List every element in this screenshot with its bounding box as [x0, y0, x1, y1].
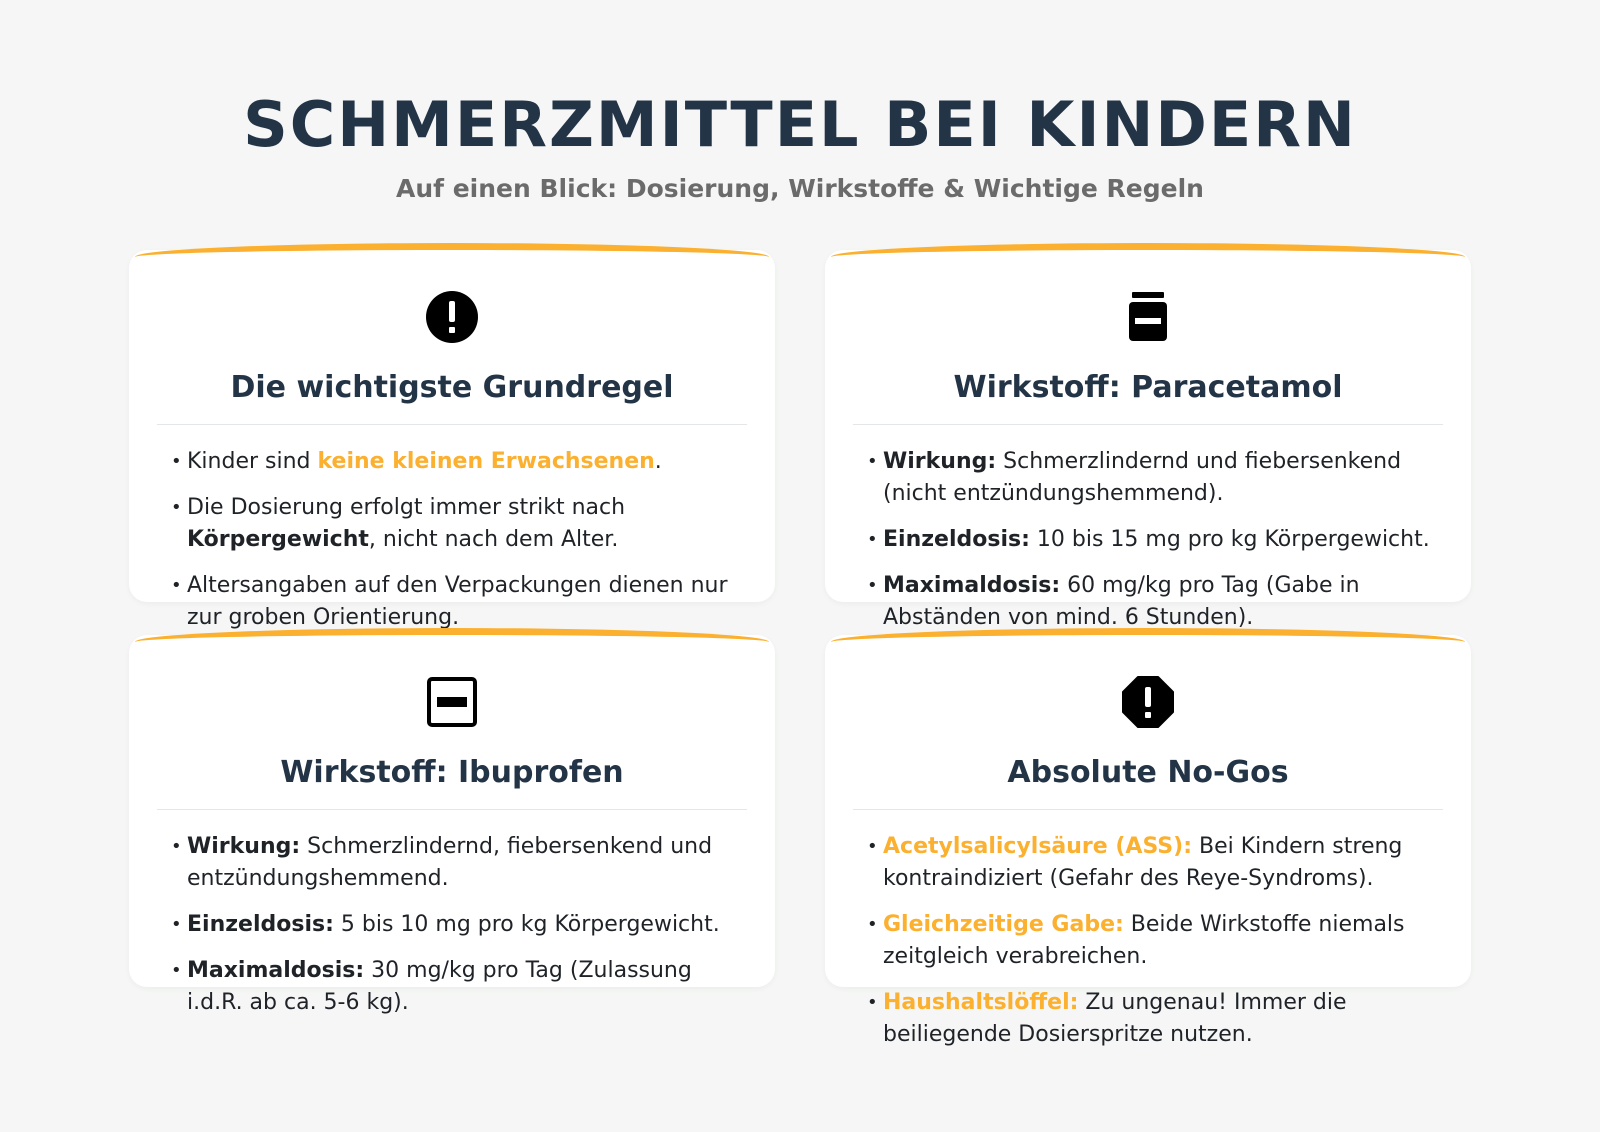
card-paracetamol: [825, 250, 1471, 630]
list-item: • Altersangaben auf den Verpackungen dienen nur zur groben Orientierung.: [171, 570, 751, 634]
medicine-bottle-icon: [825, 288, 1471, 346]
list-item: • Maximaldosis: 30 mg/kg pro Tag (Zulassung i.d.R. ab ca. 5-6 kg).: [171, 955, 751, 1019]
card-grundregel: [129, 250, 775, 630]
card-accent-bar: [135, 243, 769, 257]
page-subtitle: Auf einen Blick: Dosierung, Wirkstoffe & Wichtige Regeln: [396, 174, 1204, 203]
list-item: • Maximaldosis: 60 mg/kg pro Tag (Gabe in Abständen von mind. 6 Stunden).: [867, 570, 1447, 634]
page-title: SCHMERZMITTEL BEI KINDERN: [243, 88, 1357, 161]
list-item: • Einzeldosis: 10 bis 15 mg pro kg Körpergewicht.: [867, 524, 1447, 556]
card-title: Wirkstoff: Paracetamol: [953, 370, 1343, 405]
card-title: Absolute No-Gos: [1007, 755, 1289, 790]
list-item: • Wirkung: Schmerzlindernd, fiebersenkend und entzündungshemmend.: [171, 831, 751, 895]
list-item: • Kinder sind keine kleinen Erwachsenen.: [171, 446, 751, 478]
card-divider: [157, 809, 747, 810]
card-divider: [157, 424, 747, 425]
card-list: [171, 446, 751, 648]
card-divider: [853, 809, 1443, 810]
list-item: • Acetylsalicylsäure (ASS): Bei Kindern streng kontraindiziert (Gefahr des Reye-Syndroms).: [867, 831, 1447, 895]
card-list: [867, 831, 1447, 1065]
list-item: • Einzeldosis: 5 bis 10 mg pro kg Körpergewicht.: [171, 909, 751, 941]
list-item: • Wirkung: Schmerzlindernd und fiebersenkend (nicht entzündungshemmend).: [867, 446, 1447, 510]
card-no-gos: [825, 635, 1471, 1047]
exclamation-circle-icon: [129, 288, 775, 346]
card-ibuprofen: [129, 635, 775, 1015]
minus-box-icon: [129, 673, 775, 731]
card-title: Die wichtigste Grundregel: [230, 370, 674, 405]
list-item: • Haushaltslöffel: Zu ungenau! Immer die beiliegende Dosierspritze nutzen.: [867, 987, 1447, 1051]
card-divider: [853, 424, 1443, 425]
card-list: [171, 831, 751, 1033]
card-list: [867, 446, 1447, 648]
list-item: • Gleichzeitige Gabe: Beide Wirkstoffe niemals zeitgleich verabreichen.: [867, 909, 1447, 973]
card-title: Wirkstoff: Ibuprofen: [280, 755, 624, 790]
card-accent-bar: [831, 243, 1465, 257]
alert-octagon-icon: [825, 673, 1471, 731]
list-item: • Die Dosierung erfolgt immer strikt nach Körpergewicht, nicht nach dem Alter.: [171, 492, 751, 556]
